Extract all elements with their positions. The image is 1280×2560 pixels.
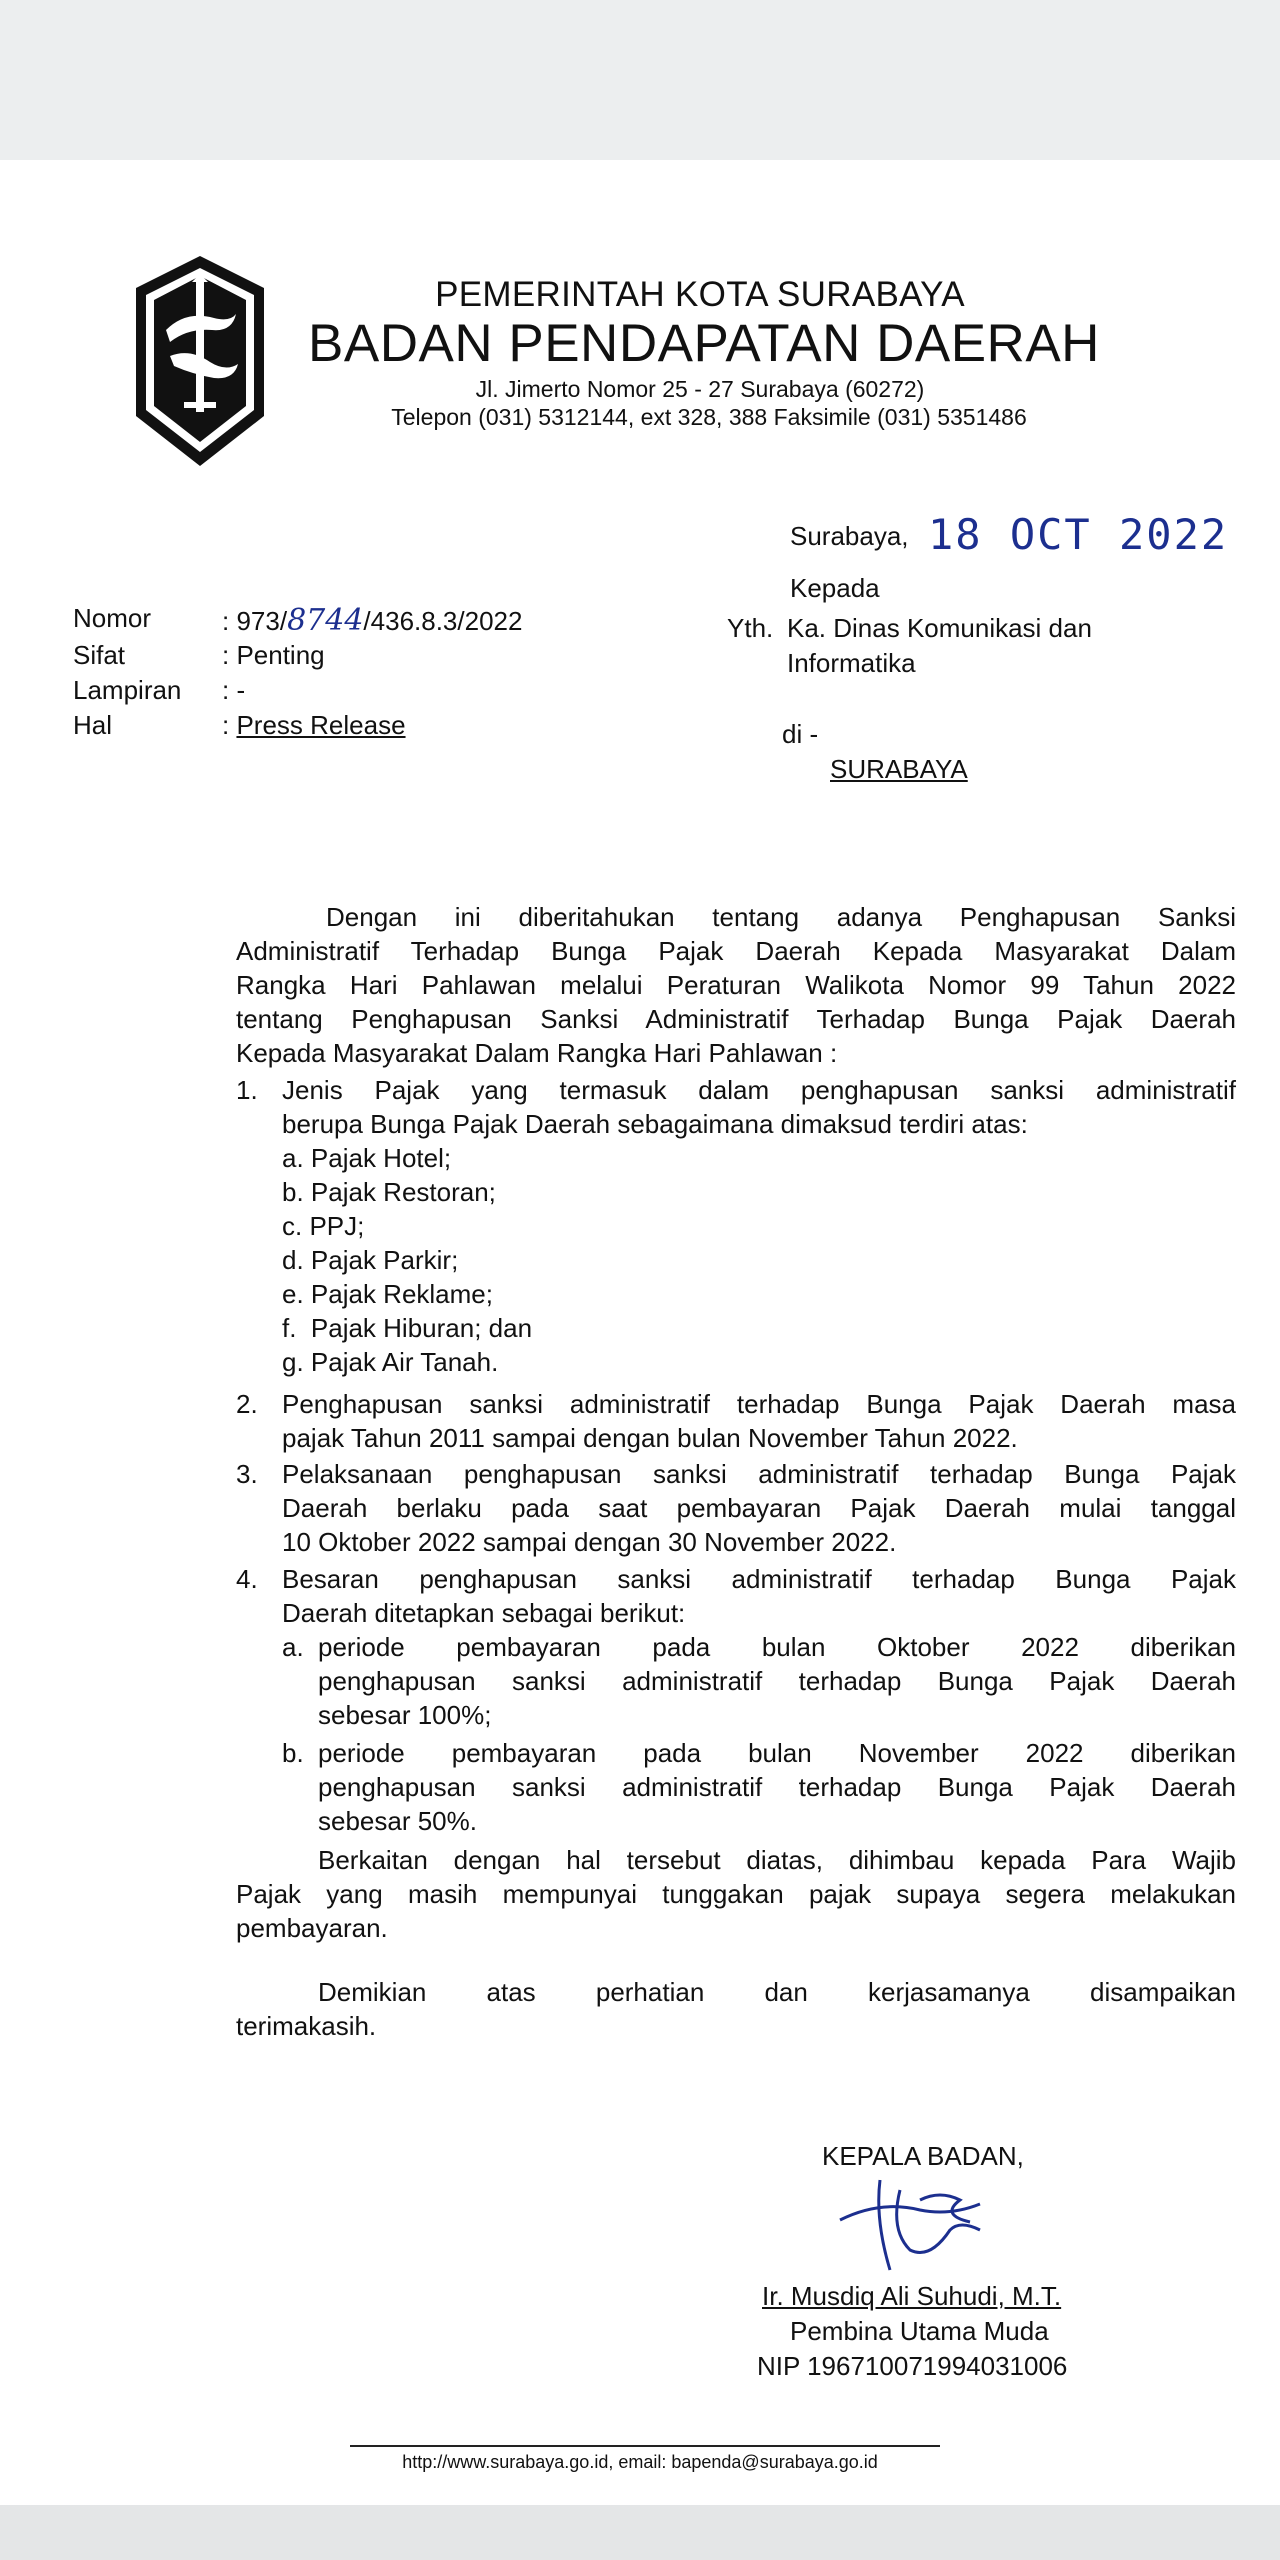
item-4-sub-b-line-1: periode pembayaran pada bulan November 2022 diberikan [318, 1738, 1236, 1768]
signatory-name: Ir. Musdiq Ali Suhudi, M.T. [762, 2281, 1062, 2311]
closing-2-line-2: terimakasih. [236, 2011, 377, 2041]
recipient-yth: Yth. [727, 613, 774, 643]
signature-title: KEPALA BADAN, [822, 2141, 1024, 2171]
meta-nomor-label: Nomor [73, 603, 152, 633]
item-4-number: 4. [236, 1564, 258, 1594]
signatory-nip: NIP 196710071994031006 [757, 2351, 1068, 2381]
handwritten-number: 8744 [287, 603, 364, 638]
recipient-line1: Ka. Dinas Komunikasi dan [787, 613, 1092, 643]
item-4-sub-b-line-3: sebesar 50%. [318, 1806, 477, 1836]
date-stamp: 18 OCT 2022 [928, 510, 1229, 559]
meta-nomor-value: : 973/8744/436.8.3/2022 [222, 603, 523, 638]
meta-lampiran-value: : - [222, 675, 246, 705]
item-1-sub-c: c. PPJ; [282, 1211, 365, 1241]
item-3-line-1: Pelaksanaan penghapusan sanksi administratif terhadap Bunga Pajak [282, 1459, 1236, 1489]
item-1-line-1: Jenis Pajak yang termasuk dalam penghapusan sanksi administratif [282, 1075, 1236, 1105]
item-4-sub-a-label: a. [282, 1632, 304, 1662]
item-1-number: 1. [236, 1075, 258, 1105]
closing-1-line-1: Berkaitan dengan hal tersebut diatas, dihimbau kepada Para Wajib [318, 1845, 1236, 1875]
item-2-number: 2. [236, 1389, 258, 1419]
header-address: Jl. Jimerto Nomor 25 - 27 Surabaya (60272) [475, 376, 925, 402]
intro-line-2: Administratif Terhadap Bunga Pajak Daerah Kepada Masyarakat Dalam [236, 936, 1236, 966]
item-1-sub-f: f. Pajak Hiburan; dan [282, 1313, 533, 1343]
closing-1-line-2: Pajak yang masih mempunyai tunggakan pajak supaya segera melakukan [236, 1879, 1236, 1909]
intro-line-5: Kepada Masyarakat Dalam Rangka Hari Pahlawan : [236, 1038, 838, 1068]
recipient-kepada: Kepada [790, 573, 880, 603]
meta-sifat-value: : Penting [222, 640, 325, 670]
header-agency: BADAN PENDAPATAN DAERAH [308, 314, 1100, 373]
meta-hal-value: : Press Release [222, 710, 406, 740]
signatory-rank: Pembina Utama Muda [790, 2316, 1049, 2346]
intro-line-4: tentang Penghapusan Sanksi Administratif Terhadap Bunga Pajak Daerah [236, 1004, 1236, 1034]
closing-1-line-3: pembayaran. [236, 1913, 388, 1943]
meta-lampiran-label: Lampiran [73, 675, 182, 705]
intro-line-3: Rangka Hari Pahlawan melalui Peraturan Walikota Nomor 99 Tahun 2022 [236, 970, 1236, 1000]
footer-divider [350, 2445, 940, 2447]
recipient-city: SURABAYA [830, 754, 968, 784]
item-4-sub-a-line-1: periode pembayaran pada bulan Oktober 2022 diberikan [318, 1632, 1236, 1662]
item-1-sub-a: a. Pajak Hotel; [282, 1143, 452, 1173]
viewer-top-bar [0, 0, 1280, 160]
intro-line-1: Dengan ini diberitahukan tentang adanya Penghapusan Sanksi [326, 902, 1236, 932]
meta-hal-label: Hal [73, 710, 113, 740]
item-1-sub-e: e. Pajak Reklame; [282, 1279, 493, 1309]
item-1-sub-g: g. Pajak Air Tanah. [282, 1347, 499, 1377]
item-1-sub-b: b. Pajak Restoran; [282, 1177, 496, 1207]
closing-2-line-1: Demikian atas perhatian dan kerjasamanya disampaikan [318, 1977, 1236, 2007]
meta-sifat-label: Sifat [73, 640, 126, 670]
viewer-bottom-bar [0, 2505, 1280, 2560]
item-1-line-2: berupa Bunga Pajak Daerah sebagaimana dimaksud terdiri atas: [282, 1109, 1028, 1139]
item-2-line-1: Penghapusan sanksi administratif terhadap Bunga Pajak Daerah masa [282, 1389, 1236, 1419]
item-4-line-1: Besaran penghapusan sanksi administratif terhadap Bunga Pajak [282, 1564, 1236, 1594]
item-1-sub-d: d. Pajak Parkir; [282, 1245, 459, 1275]
recipient-line2: Informatika [787, 648, 916, 678]
recipient-di: di - [782, 719, 819, 749]
place-label: Surabaya, [790, 521, 909, 551]
item-4-sub-a-line-2: penghapusan sanksi administratif terhadap Bunga Pajak Daerah [318, 1666, 1236, 1696]
item-3-line-2: Daerah berlaku pada saat pembayaran Pajak Daerah mulai tanggal [282, 1493, 1236, 1523]
item-2-line-2: pajak Tahun 2011 sampai dengan bulan November Tahun 2022. [282, 1423, 1018, 1453]
item-4-sub-b-label: b. [282, 1738, 304, 1768]
item-3-line-3: 10 Oktober 2022 sampai dengan 30 November 2022. [282, 1527, 897, 1557]
handwritten-signature [820, 2160, 1000, 2280]
header-phone: Telepon (031) 5312144, ext 328, 388 Faksimile (031) 5351486 [391, 404, 1027, 430]
item-4-sub-a-line-3: sebesar 100%; [318, 1700, 492, 1730]
item-3-number: 3. [236, 1459, 258, 1489]
item-4-sub-b-line-2: penghapusan sanksi administratif terhadap Bunga Pajak Daerah [318, 1772, 1236, 1802]
footer-contact: http://www.surabaya.go.id, email: bapenda@surabaya.go.id [402, 2452, 878, 2472]
item-4-line-2: Daerah ditetapkan sebagai berikut: [282, 1598, 686, 1628]
header-government: PEMERINTAH KOTA SURABAYA [435, 275, 965, 314]
